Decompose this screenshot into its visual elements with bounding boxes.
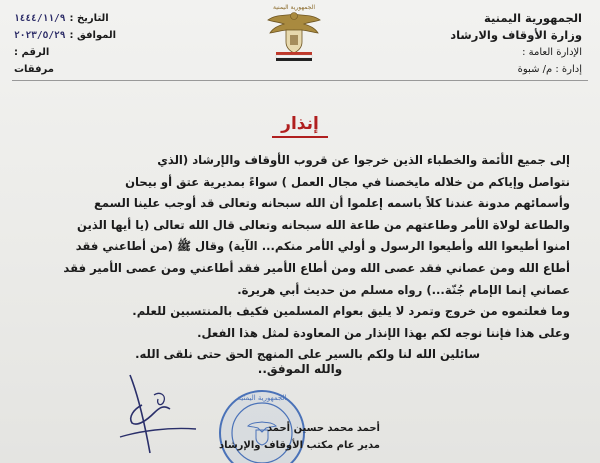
body-line: أطاع الله ومن عصاني فقد عصى الله ومن أطاع الأمير فقد أطاعني ومن عصى الأمير فقد xyxy=(63,260,570,275)
body-line: والطاعة لولاة الأمر وطاعتهم من طاعة الله سبحانه وتعالى قال الله تعالى (يا أيها الذين xyxy=(77,217,570,232)
attachments-row xyxy=(14,61,164,78)
corresponding-value: ٢٠٢٣/٥/٢٩ xyxy=(14,30,66,41)
attachments-label: مرفقات xyxy=(14,64,54,75)
letter-body xyxy=(22,150,570,366)
title-underline xyxy=(272,136,328,138)
ministry-name: وزارة الأوقاف والارشاد xyxy=(450,28,582,42)
number-label: الرقم : xyxy=(14,47,50,58)
date-label: التاريخ : xyxy=(69,13,109,24)
letterhead-right xyxy=(450,10,582,78)
signer-name: أحمد محمد حسين أحمد xyxy=(266,423,380,434)
department-label: إدارة : م/ شبوة xyxy=(517,64,582,75)
date-value: ١٤٤٤/١١/٩ xyxy=(14,13,66,24)
yemen-emblem-icon xyxy=(246,0,342,68)
corresponding-label: الموافق : xyxy=(69,30,117,41)
body-line: وما فعلتموه من خروج وتمرد لا يليق بعوام المسلمين فكيف بالمنتسبين للعلم. xyxy=(132,304,570,319)
body-line: وعلى هذا فإننا نوجه لكم بهذا الإنذار من المعاودة لمثل هذا الفعل. xyxy=(197,325,570,340)
general-admin-label: الإدارة العامة : xyxy=(522,47,582,58)
date-row xyxy=(14,10,164,27)
document-title: إنذار xyxy=(281,114,319,134)
republic-name: الجمهورية اليمنية xyxy=(483,11,582,25)
closing-phrase: والله الموفق.. xyxy=(257,362,343,376)
stamp-caption: الجمهورية اليمنية xyxy=(237,394,287,402)
corresponding-date-row xyxy=(14,27,164,44)
body-line: وأسمائهم مدونة عندنا كلاً باسمه إعلموا أن الله سبحانه وتعالى قد أوجب علينا السمع xyxy=(93,196,570,211)
body-line: امنوا أطيعوا الله وأطيعوا الرسول و أولي الأمر منكم... الآية) وقال ﷺ (من أطاعني فقد xyxy=(75,239,570,254)
header-divider xyxy=(12,80,588,81)
body-line: سائلين الله لنا ولكم بالسير على المنهج الحق حتى نلقى الله. xyxy=(135,347,480,362)
body-line: نتواصل وإياكم من خلاله مايخصنا في مجال العمل ) سواءً بمديرية عتق أو بيحان xyxy=(125,174,570,189)
number-row xyxy=(14,44,164,61)
letterhead-left xyxy=(14,10,164,78)
body-line: عصاني إنما الإمام جُنّة...) رواه مسلم من حديث أبي هريرة. xyxy=(237,282,570,297)
body-line: إلى جميع الأئمة والخطباء الذين خرجوا عن قروب الأوقاف والإرشاد (الذي xyxy=(157,153,570,167)
signer-block xyxy=(210,420,380,454)
signer-role: مدير عام مكتب الأوقاف والإرشاد xyxy=(218,440,380,451)
emblem-caption: الجمهورية اليمنية xyxy=(272,4,316,11)
